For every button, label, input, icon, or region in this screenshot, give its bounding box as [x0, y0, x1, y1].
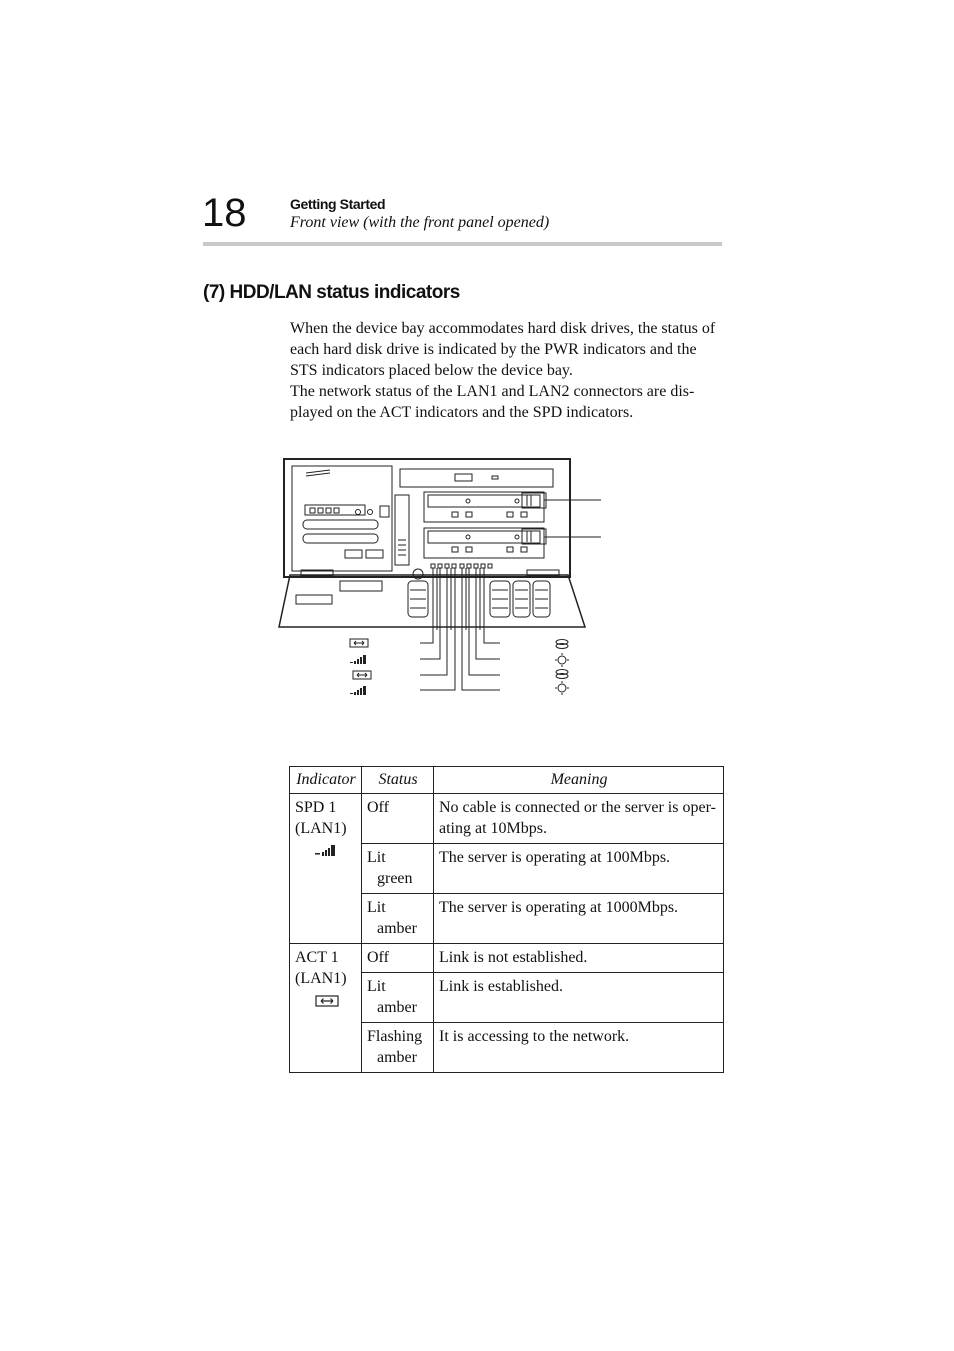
table-row	[290, 944, 724, 973]
status-cell	[362, 973, 434, 1023]
indicator-cell	[290, 794, 362, 944]
meaning-cell: Link is not established.	[434, 944, 724, 973]
header-rule	[203, 242, 722, 246]
act-link-icon	[350, 639, 368, 647]
status-color: amber	[377, 920, 417, 937]
indicator-table	[289, 766, 724, 1073]
indicator-lan: (LAN1)	[295, 970, 347, 987]
server-front-illustration	[270, 450, 620, 700]
meaning-cell: No cable is connected or the server is oper-ating at 10Mbps.	[434, 794, 724, 844]
meaning-cell: The server is operating at 100Mbps.	[434, 844, 724, 894]
hdd-status-icon	[555, 653, 569, 667]
meaning-cell: Link is established.	[434, 973, 724, 1023]
status-color: amber	[377, 1049, 417, 1066]
left-panel	[292, 466, 392, 571]
vent-grid	[408, 581, 550, 617]
status-text: Flashing	[367, 1028, 423, 1045]
status-cell	[362, 944, 434, 973]
header-indicator: Indicator	[290, 767, 362, 794]
status-text: Off	[367, 949, 389, 966]
page-number: 18	[202, 191, 247, 235]
speed-bars-icon	[350, 655, 366, 664]
front-door	[279, 575, 585, 627]
status-cell	[362, 1023, 434, 1073]
indicator-name: ACT 1	[295, 949, 339, 966]
meaning-cell: The server is operating at 1000Mbps.	[434, 894, 724, 944]
act-link-icon	[353, 671, 371, 679]
body-paragraph: When the device bay accommodates hard disk drives, the status of each hard disk drive is indicated by the PWR indicators and the STS indicators placed below the device bay.	[290, 320, 716, 379]
leader-lines	[420, 568, 500, 690]
optical-drive	[400, 469, 553, 487]
header-meaning: Meaning	[434, 767, 724, 794]
table-row	[290, 794, 724, 844]
indicator-name: SPD 1	[295, 799, 337, 816]
status-cell	[362, 794, 434, 844]
indicator-cell	[290, 944, 362, 1073]
status-color: green	[377, 870, 413, 887]
section-heading: (7) HDD/LAN status indicators	[203, 282, 460, 303]
speed-bars-icon	[350, 686, 366, 695]
meaning-cell: It is accessing to the network.	[434, 1023, 724, 1073]
hdd-power-icon	[556, 670, 568, 679]
status-cell	[362, 844, 434, 894]
header-section-title: Getting Started	[290, 196, 386, 212]
status-text: Lit	[367, 849, 386, 866]
chassis-outline	[284, 459, 570, 577]
status-text: Lit	[367, 899, 386, 916]
running-header	[290, 195, 549, 233]
status-color: amber	[377, 999, 417, 1016]
act-link-icon	[315, 995, 339, 1007]
indicator-lan: (LAN1)	[295, 820, 347, 837]
status-text: Lit	[367, 978, 386, 995]
header-subsection-title: Front view (with the front panel opened)	[290, 214, 550, 231]
status-text: Off	[367, 799, 389, 816]
status-cell	[362, 894, 434, 944]
body-paragraph: The network status of the LAN1 and LAN2 connectors are dis-played on the ACT indicators and the SPD indicators.	[290, 383, 695, 421]
hdd-power-icon	[556, 640, 568, 649]
body-text	[290, 318, 726, 423]
hdd-status-icon	[555, 681, 569, 695]
header-status: Status	[362, 767, 434, 794]
speed-bars-icon	[315, 845, 337, 857]
table-header-row	[290, 767, 724, 794]
